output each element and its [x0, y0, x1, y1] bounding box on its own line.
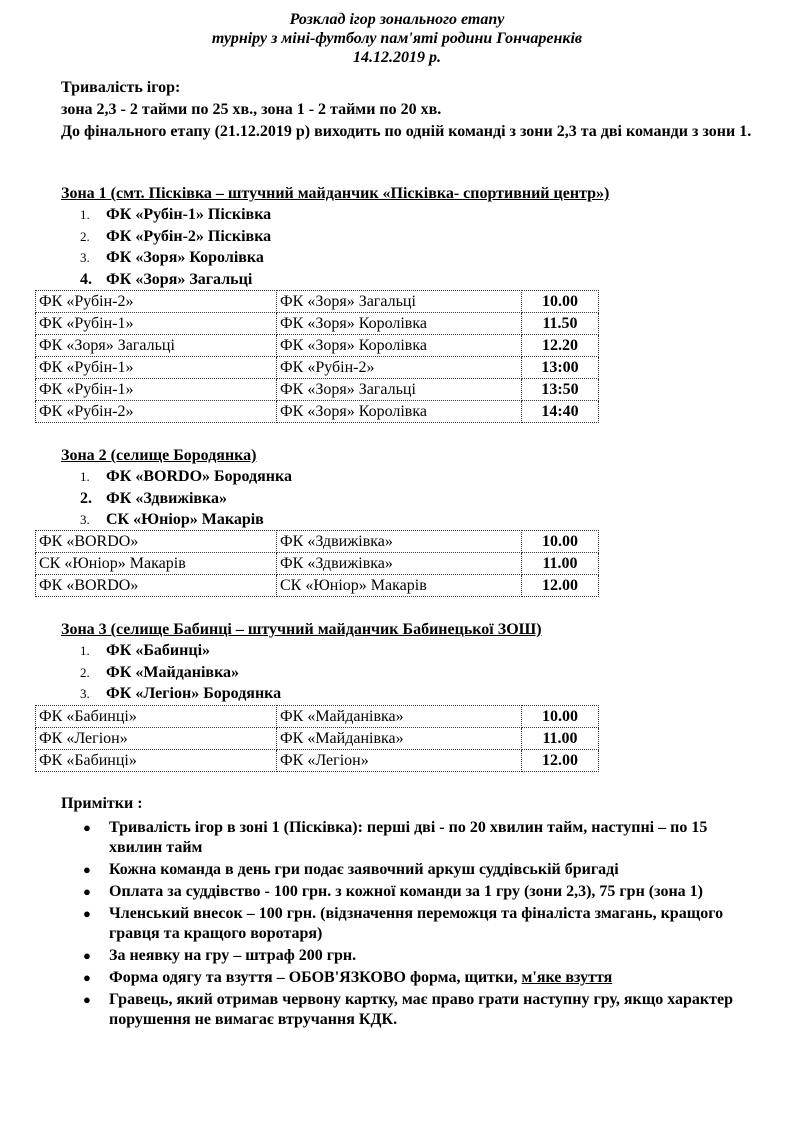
duration-label: Тривалість ігор:: [61, 79, 181, 96]
final-stage-text: До фінального етапу (21.12.2019 р) виходить по одній команді з зони 2,3 та дві команди з зони 1.: [61, 123, 752, 140]
team-list-item: [80, 488, 292, 510]
table-row: [36, 357, 599, 379]
game-time-cell: 13:00: [522, 357, 599, 379]
team-number: 2.: [80, 664, 90, 680]
team-number: 4.: [80, 270, 92, 288]
bullet-icon: ●: [83, 970, 91, 985]
zone-2-team-list: [80, 466, 292, 531]
team-list-item: [80, 466, 292, 488]
game-time-cell: 12.20: [522, 335, 599, 357]
game-time-cell: 11.00: [522, 728, 599, 750]
home-team-cell: ФК «Рубін-2»: [36, 291, 277, 313]
home-team-cell: ФК «Бабинці»: [36, 750, 277, 772]
home-team-cell: ФК «Зоря» Загальці: [36, 335, 277, 357]
team-list-item: [80, 269, 271, 291]
note-item: [83, 818, 753, 858]
away-team-cell: ФК «Здвижівка»: [277, 531, 522, 553]
team-list-item: [80, 640, 281, 662]
team-number: 1.: [80, 469, 90, 484]
game-time-cell: 10.00: [522, 531, 599, 553]
table-row: [36, 575, 599, 597]
team-number: 2.: [80, 489, 92, 507]
away-team-cell: ФК «Майданівка»: [277, 706, 522, 728]
team-list-item: [80, 509, 292, 531]
table-row: [36, 291, 599, 313]
game-time-cell: 11.50: [522, 313, 599, 335]
note-text: Оплата за суддівство - 100 грн. з кожної команди за 1 гру (зони 2,3), 75 грн (зона 1): [109, 883, 703, 900]
team-name: ФК «BORDO» Бородянка: [106, 468, 292, 485]
game-time-cell: 10.00: [522, 706, 599, 728]
away-team-cell: ФК «Зоря» Королівка: [277, 335, 522, 357]
zone-1-schedule-table: [35, 290, 599, 423]
notes-heading: Примітки :: [61, 795, 143, 812]
zone-2-schedule-table: [35, 530, 599, 597]
note-text: Кожна команда в день гри подає заявочний аркуш суддівській бригаді: [109, 861, 619, 878]
note-item: [83, 860, 753, 880]
note-item: [83, 882, 753, 902]
table-row: [36, 335, 599, 357]
team-name: ФК «Бабинці»: [106, 642, 211, 659]
title-line-2: турніру з міні-футболу пам'яті родини Гончаренків: [211, 30, 583, 47]
away-team-cell: ФК «Рубін-2»: [277, 357, 522, 379]
away-team-cell: ФК «Легіон»: [277, 750, 522, 772]
duration-text: зона 2,3 - 2 тайми по 25 хв., зона 1 - 2 тайми по 20 хв.: [61, 101, 442, 118]
home-team-cell: СК «Юніор» Макарів: [36, 553, 277, 575]
table-row: [36, 313, 599, 335]
away-team-cell: ФК «Майданівка»: [277, 728, 522, 750]
home-team-cell: ФК «Легіон»: [36, 728, 277, 750]
team-name: ФК «Зоря» Королівка: [106, 249, 264, 266]
table-row: [36, 750, 599, 772]
team-number: 2.: [80, 228, 90, 244]
intro-section: [61, 77, 757, 143]
home-team-cell: ФК «Рубін-2»: [36, 401, 277, 423]
table-row: [36, 728, 599, 750]
away-team-cell: СК «Юніор» Макарів: [277, 575, 522, 597]
home-team-cell: ФК «BORDO»: [36, 575, 277, 597]
game-time-cell: 12.00: [522, 575, 599, 597]
note-text: Тривалість ігор в зоні 1 (Пісківка): перші дві - по 20 хвилин тайм, наступні – по 15 хвилин тайм: [109, 819, 708, 856]
note-text-underlined: м'яке взуття: [521, 969, 613, 986]
game-time-cell: 13:50: [522, 379, 599, 401]
note-text: Членський внесок – 100 грн. (відзначення переможця та фіналіста змагань, кращого гравця та кращого воротаря): [109, 905, 724, 942]
zone-3-team-list: [80, 640, 281, 705]
zone-1-team-list: [80, 204, 271, 290]
bullet-icon: ●: [83, 884, 91, 899]
away-team-cell: ФК «Зоря» Загальці: [277, 291, 522, 313]
team-number: 3.: [80, 250, 90, 265]
title-line-3: 14.12.2019 р.: [353, 49, 441, 66]
game-time-cell: 10.00: [522, 291, 599, 313]
note-item: [83, 904, 753, 944]
bullet-icon: ●: [83, 948, 91, 963]
team-name: ФК «Майданівка»: [106, 663, 240, 681]
note-text: За неявку на гру – штраф 200 грн.: [109, 947, 357, 964]
team-number: 3.: [80, 512, 90, 527]
title-line-1: Розклад ігор зонального етапу: [289, 11, 505, 28]
team-name: ФК «Зоря» Загальці: [106, 270, 253, 288]
team-list-item: [80, 662, 281, 684]
away-team-cell: ФК «Зоря» Загальці: [277, 379, 522, 401]
bullet-icon: ●: [83, 906, 91, 921]
home-team-cell: ФК «BORDO»: [36, 531, 277, 553]
team-name: ФК «Легіон» Бородянка: [106, 685, 282, 702]
zone-3-heading: Зона 3 (селище Бабинці – штучний майданчик Бабинецької ЗОШ): [61, 621, 542, 638]
bullet-icon: ●: [83, 820, 91, 835]
table-row: [36, 379, 599, 401]
bullet-icon: ●: [83, 992, 91, 1007]
table-row: [36, 531, 599, 553]
note-text: Гравець, який отримав червону картку, має право грати наступну гру, якщо характер порушення не вимагає втручання КДК.: [109, 991, 733, 1028]
note-item: [83, 968, 753, 988]
notes-list: [83, 818, 753, 1032]
game-time-cell: 12.00: [522, 750, 599, 772]
away-team-cell: ФК «Зоря» Королівка: [277, 401, 522, 423]
team-list-item: [80, 226, 271, 248]
team-name: ФК «Рубін-2» Пісківка: [106, 227, 272, 245]
zone-2-heading: Зона 2 (селище Бородянка): [61, 447, 257, 464]
home-team-cell: ФК «Бабинці»: [36, 706, 277, 728]
note-item: [83, 990, 753, 1030]
team-list-item: [80, 247, 271, 269]
table-row: [36, 401, 599, 423]
zone-1-heading: Зона 1 (смт. Пісківка – штучний майданчик «Пісківка- спортивний центр»): [61, 185, 610, 202]
home-team-cell: ФК «Рубін-1»: [36, 379, 277, 401]
away-team-cell: ФК «Здвижівка»: [277, 553, 522, 575]
team-number: 3.: [80, 686, 90, 701]
team-list-item: [80, 204, 271, 226]
zone-3-schedule-table: [35, 705, 599, 772]
team-name: ФК «Здвижівка»: [106, 489, 228, 507]
game-time-cell: 14:40: [522, 401, 599, 423]
home-team-cell: ФК «Рубін-1»: [36, 357, 277, 379]
table-row: [36, 553, 599, 575]
away-team-cell: ФК «Зоря» Королівка: [277, 313, 522, 335]
note-text-prefix: Форма одягу та взуття – ОБОВ'ЯЗКОВО форма, щитки,: [109, 969, 522, 986]
bullet-icon: ●: [83, 862, 91, 877]
note-item: [83, 946, 753, 966]
team-name: ФК «Рубін-1» Пісківка: [106, 206, 272, 223]
team-name: СК «Юніор» Макарів: [106, 511, 264, 528]
document-title: [0, 10, 794, 67]
game-time-cell: 11.00: [522, 553, 599, 575]
team-number: 1.: [80, 643, 90, 658]
home-team-cell: ФК «Рубін-1»: [36, 313, 277, 335]
team-list-item: [80, 683, 281, 705]
table-row: [36, 706, 599, 728]
team-number: 1.: [80, 207, 90, 222]
